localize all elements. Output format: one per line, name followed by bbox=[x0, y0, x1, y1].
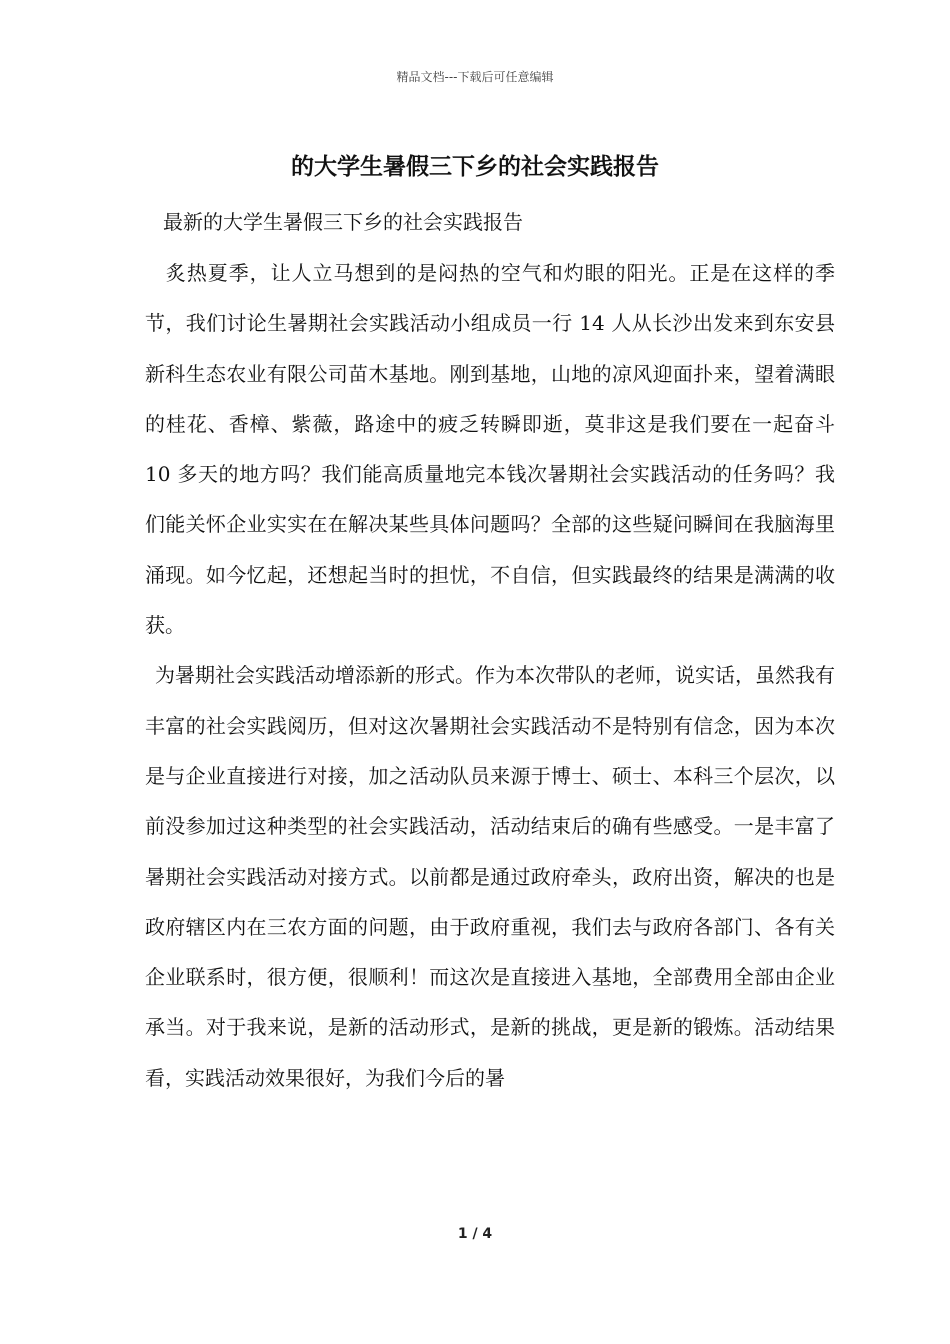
document-subtitle: 最新的大学生暑假三下乡的社会实践报告 bbox=[163, 210, 523, 234]
document-title: 的大学生暑假三下乡的社会实践报告 bbox=[291, 153, 659, 180]
page-number: 1 / 4 bbox=[457, 1226, 493, 1242]
paragraph: 炙热夏季，让人立马想到的是闷热的空气和灼眼的阳光。正是在这样的季节，我们讨论生暑期社会实践活动小组成员一行 14 人从长沙出发来到东安县新科生态农业有限公司苗木基地。刚到基地，山地的凉风迎面扑来，望着满眼的桂花、香樟、紫薇，路途中的疲乏转瞬即逝，莫非这是我们要在一起奋斗 10 多天的地方吗？我们能高质量地完本钱次暑期社会实践活动的任务吗？我们能关怀企业实实在在解决某些具体问题吗？全部的这些疑问瞬间在我脑海里涌现。如今忆起，还想起当时的担忧，不自信，但实践最终的结果是满满的收获。 bbox=[145, 261, 835, 638]
page-header: 精品文档---下载后可任意编辑 bbox=[396, 70, 554, 84]
document-body bbox=[145, 248, 835, 1103]
paragraph: 为暑期社会实践活动增添新的形式。作为本次带队的老师，说实话，虽然我有丰富的社会实践阅历，但对这次暑期社会实践活动不是特别有信念，因为本次是与企业直接进行对接，加之活动队员来源于博士、硕士、本科三个层次，以前没参加过这种类型的社会实践活动，活动结束后的确有些感受。一是丰富了暑期社会实践活动对接方式。以前都是通过政府牵头，政府出资，解决的也是政府辖区内在三农方面的问题，由于政府重视，我们去与政府各部门、各有关企业联系时，很方便，很顺利！而这次是直接进入基地，全部费用全部由企业承当。对于我来说，是新的活动形式，是新的挑战，更是新的锻炼。活动结果看，实践活动效果很好，为我们今后的暑 bbox=[145, 663, 835, 1090]
